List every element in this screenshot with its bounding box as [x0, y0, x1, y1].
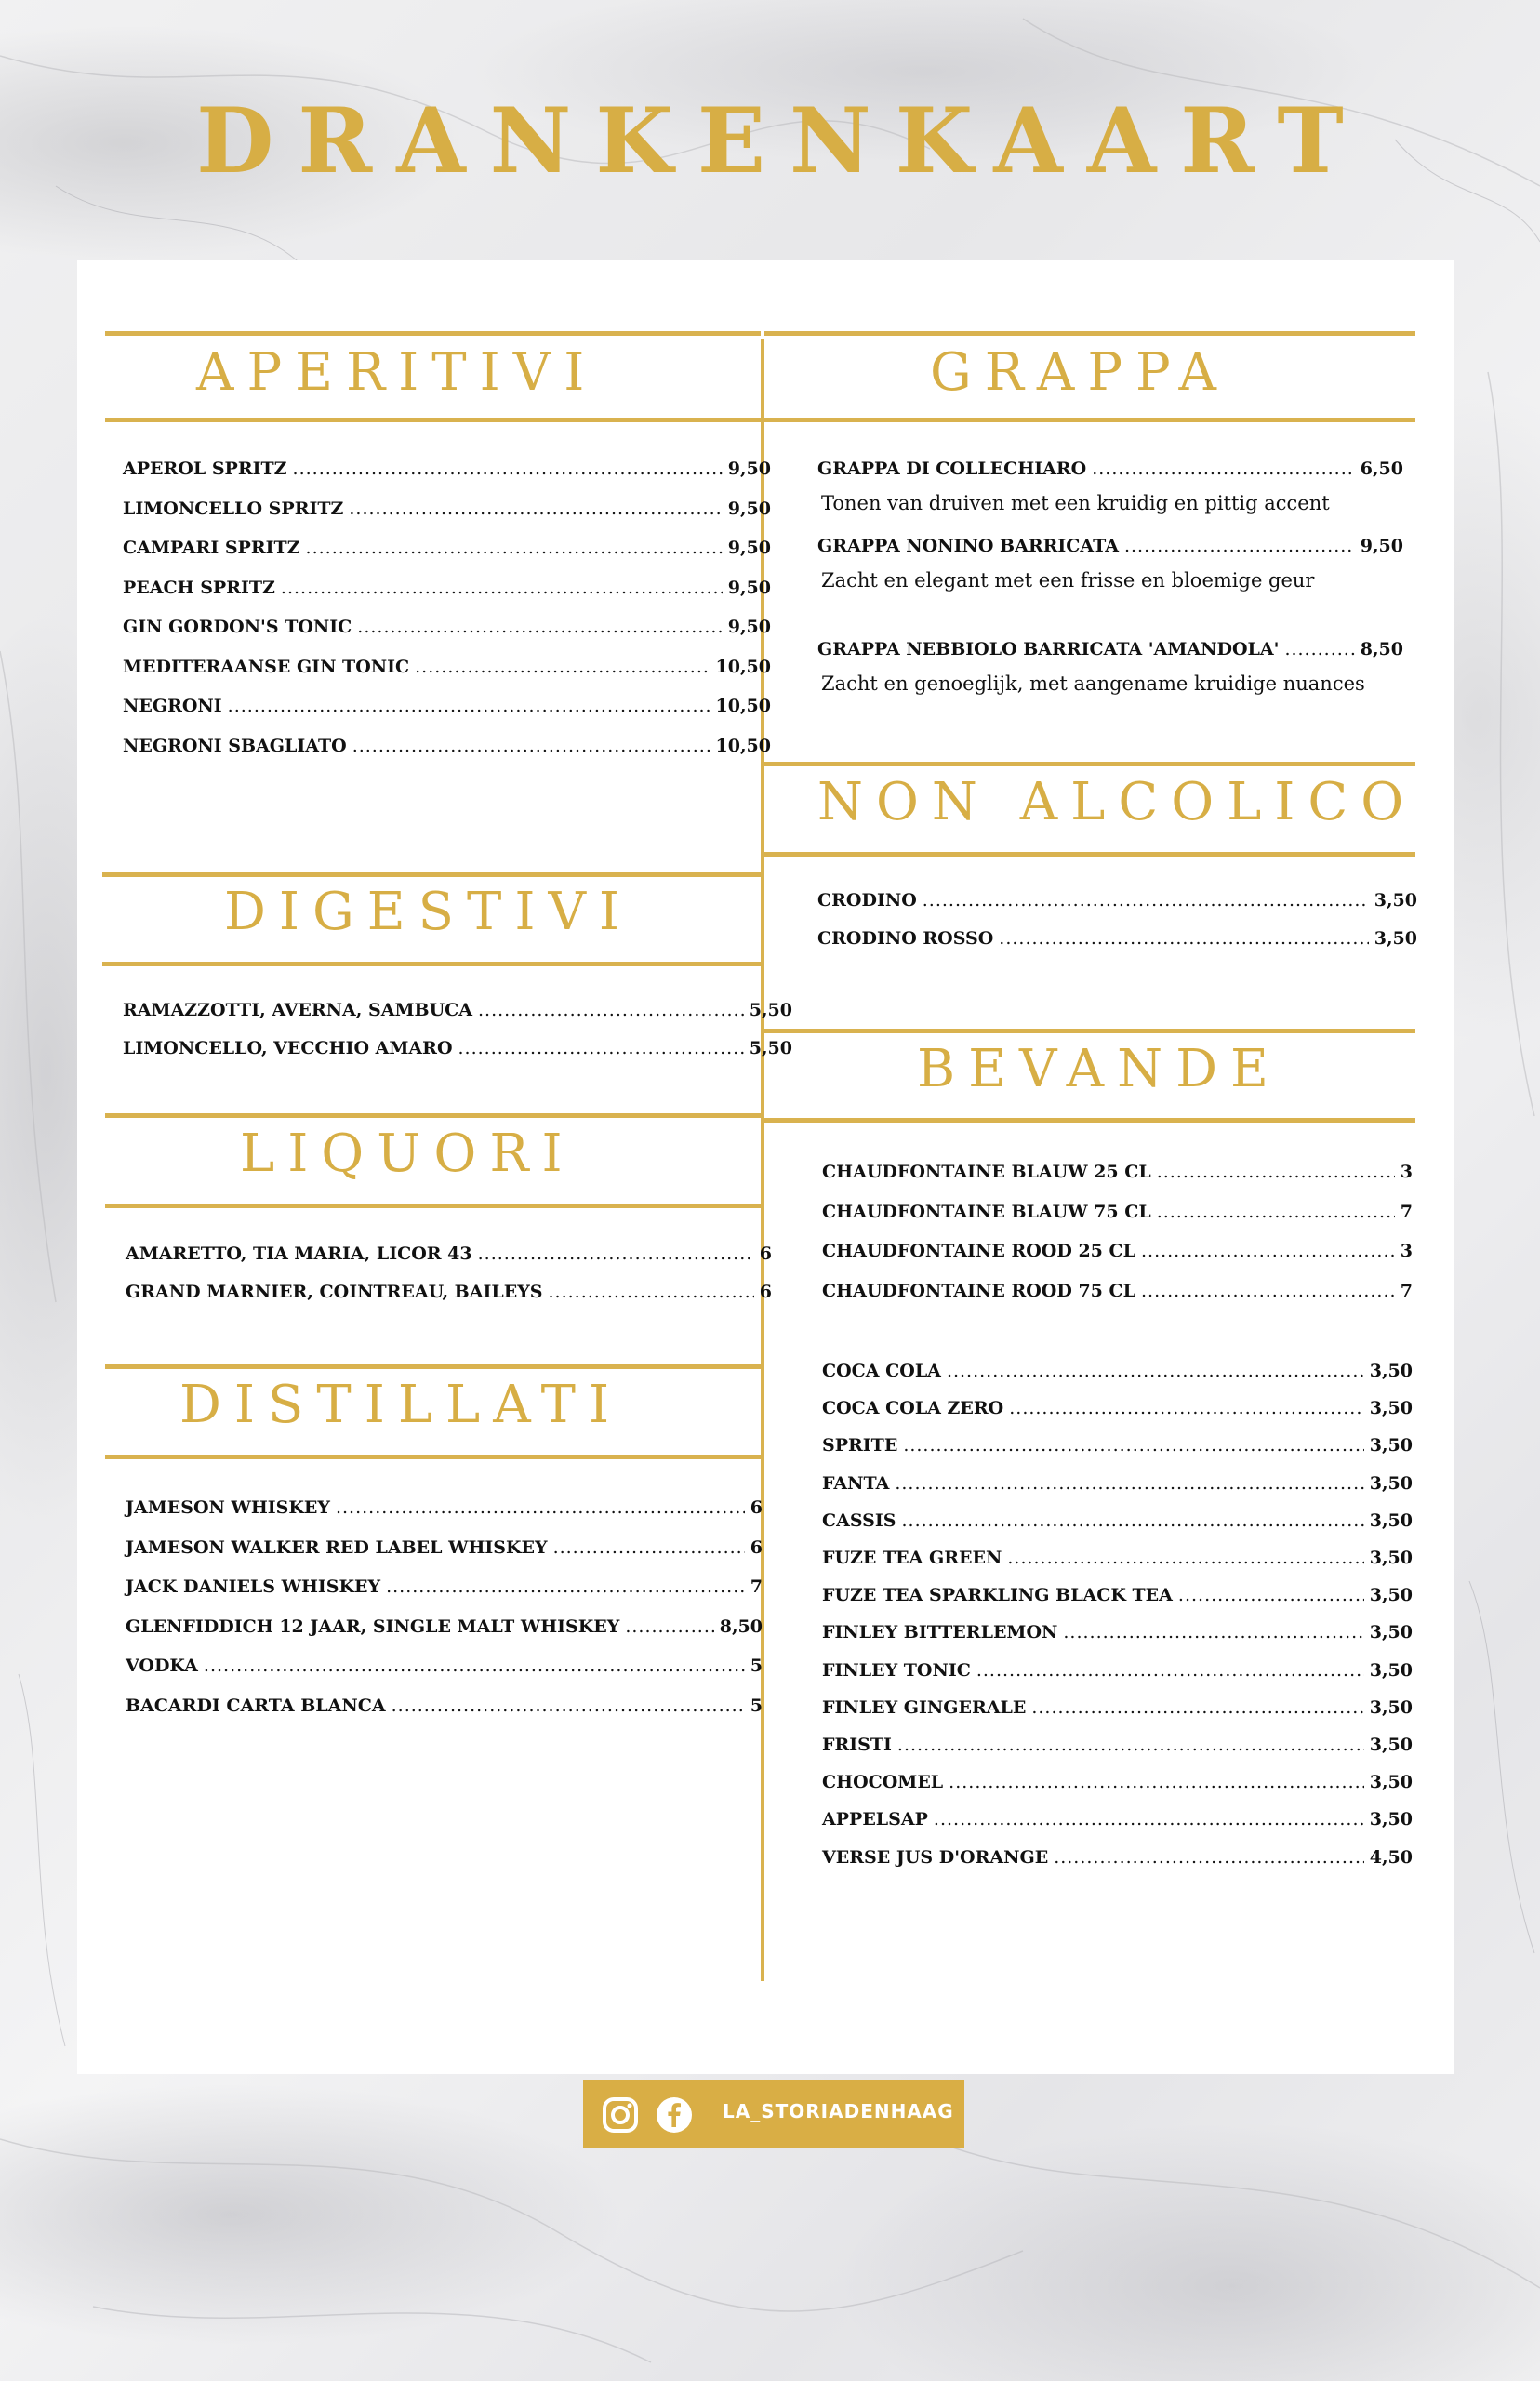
menu-item-name: GLENFIDDICH 12 JAAR, SINGLE MALT WHISKEY	[126, 1616, 620, 1637]
menu-item-name: FINLEY GINGERALE	[822, 1696, 1027, 1718]
menu-item-name: RAMAZZOTTI, AVERNA, SAMBUCA	[123, 1000, 473, 1020]
menu-item	[123, 1000, 792, 1028]
dot-leader	[228, 696, 710, 716]
dot-leader	[1284, 639, 1354, 659]
menu-item	[123, 696, 771, 724]
divider-line	[105, 1364, 761, 1369]
dot-leader	[478, 1000, 744, 1020]
menu-item	[126, 1282, 772, 1310]
menu-card	[77, 260, 1454, 2074]
menu-item-price: 5,50	[749, 1000, 792, 1020]
menu-item	[822, 1548, 1413, 1576]
menu-item-price: 3,50	[1369, 1361, 1413, 1381]
menu-item	[822, 1202, 1413, 1230]
menu-item	[817, 639, 1403, 667]
menu-item-price: 3,50	[1369, 1398, 1413, 1419]
menu-item	[126, 1537, 763, 1565]
menu-item-price: 3,50	[1369, 1659, 1413, 1681]
menu-item-name: VODKA	[126, 1656, 198, 1676]
dot-leader	[357, 617, 722, 637]
menu-item-name: FRISTI	[822, 1735, 892, 1755]
menu-item-price: 3,50	[1369, 1735, 1413, 1755]
menu-item-name: JAMESON WHISKEY	[126, 1497, 330, 1518]
menu-item-name: GRAPPA DI COLLECHIARO	[817, 459, 1087, 479]
menu-item-price: 6,50	[1360, 459, 1403, 479]
dot-leader	[923, 890, 1369, 911]
dot-leader	[478, 1244, 754, 1264]
menu-item-price: 3,50	[1374, 890, 1417, 911]
menu-item	[822, 1398, 1413, 1426]
dot-leader	[1031, 1697, 1363, 1718]
dot-leader	[336, 1497, 745, 1518]
dot-leader	[897, 1735, 1364, 1755]
dot-leader	[293, 459, 723, 479]
menu-item-price: 3,50	[1369, 1772, 1413, 1793]
menu-item-name: LIMONCELLO, VECCHIO AMARO	[123, 1038, 453, 1058]
menu-item-name: LIMONCELLO SPRITZ	[123, 498, 344, 519]
menu-item-description: Zacht en elegant met een frisse en bloemige geur	[821, 569, 1315, 592]
menu-item	[822, 1809, 1413, 1837]
dot-leader	[549, 1282, 754, 1302]
menu-item-price: 5	[750, 1695, 763, 1716]
dot-leader	[1009, 1398, 1363, 1418]
menu-item-name: CHAUDFONTAINE BLAUW 75 CL	[822, 1201, 1151, 1222]
menu-item	[822, 1735, 1413, 1762]
dot-leader	[352, 736, 710, 756]
dot-leader	[1063, 1622, 1363, 1643]
menu-item-name: AMARETTO, TIA MARIA, LICOR 43	[126, 1244, 472, 1264]
menu-item-price: 6	[750, 1497, 763, 1518]
menu-item	[817, 536, 1403, 564]
menu-item-name: FUZE TEA GREEN	[822, 1548, 1002, 1568]
menu-item-price: 7	[1400, 1280, 1413, 1301]
menu-item-price: 5,50	[749, 1038, 792, 1058]
menu-item-name: JACK DANIELS WHISKEY	[126, 1576, 381, 1597]
dot-leader	[1157, 1202, 1395, 1222]
divider-line	[105, 418, 761, 422]
menu-item	[822, 1697, 1413, 1725]
dot-leader	[553, 1537, 745, 1558]
dot-leader	[415, 657, 710, 677]
menu-item-name: FINLEY TONIC	[822, 1659, 971, 1681]
menu-item-price: 9,50	[727, 538, 771, 558]
dot-leader	[902, 1510, 1364, 1531]
menu-item	[822, 1473, 1413, 1501]
menu-item-name: CAMPARI SPRITZ	[123, 538, 300, 558]
menu-item	[123, 578, 771, 605]
divider-line	[764, 418, 1415, 422]
divider-line	[764, 331, 1415, 336]
menu-item	[126, 1244, 772, 1271]
menu-item-price: 8,50	[719, 1616, 763, 1637]
dot-leader	[1124, 536, 1355, 556]
menu-item-price: 3,50	[1369, 1472, 1413, 1494]
dot-leader	[1007, 1548, 1363, 1568]
menu-item-name: CHAUDFONTAINE ROOD 25 CL	[822, 1241, 1135, 1261]
menu-item-price: 10,50	[715, 696, 771, 716]
menu-item-price: 9,50	[727, 617, 771, 637]
menu-item-price: 3,50	[1369, 1696, 1413, 1718]
dot-leader	[903, 1435, 1363, 1456]
menu-item-name: CHAUDFONTAINE BLAUW 25 CL	[822, 1162, 1151, 1182]
menu-item-name: FUZE TEA SPARKLING BLACK TEA	[822, 1585, 1173, 1606]
divider-line	[105, 1455, 761, 1459]
menu-item-description: Zacht en genoeglijk, met aangename kruidige nuances	[821, 672, 1365, 695]
menu-item-name: JAMESON WALKER RED LABEL WHISKEY	[126, 1536, 548, 1558]
menu-item-description: Tonen van druiven met een kruidig en pittig accent	[821, 492, 1330, 514]
menu-item	[822, 1622, 1413, 1650]
menu-item	[123, 459, 771, 486]
menu-item	[817, 928, 1417, 956]
page-title: DRANKENKAART	[196, 88, 1368, 193]
dot-leader	[281, 578, 723, 598]
dot-leader	[386, 1576, 745, 1597]
menu-item-name: CRODINO	[817, 890, 917, 911]
menu-item	[822, 1660, 1413, 1688]
menu-item-name: COCA COLA	[822, 1361, 941, 1381]
dot-leader	[458, 1038, 744, 1058]
menu-item-name: NEGRONI SBAGLIATO	[123, 735, 347, 756]
heading-distillati: DISTILLATI	[179, 1375, 623, 1435]
dot-leader	[1141, 1281, 1395, 1301]
menu-item-price: 3	[1400, 1162, 1413, 1182]
menu-item-name: APEROL SPRITZ	[123, 459, 287, 479]
divider-line	[105, 331, 761, 336]
menu-item	[822, 1435, 1413, 1463]
menu-item-name: VERSE JUS D'ORANGE	[822, 1846, 1049, 1868]
menu-item	[123, 499, 771, 526]
menu-item-price: 3,50	[1369, 1622, 1413, 1643]
menu-item-price: 7	[1400, 1201, 1413, 1222]
menu-item-name: CRODINO ROSSO	[817, 928, 994, 949]
heading-aperitivi: APERITIVI	[196, 342, 598, 403]
menu-item-name: GRAPPA NEBBIOLO BARRICATA 'AMANDOLA'	[817, 639, 1280, 659]
divider-line	[764, 852, 1415, 857]
menu-item-name: FINLEY BITTERLEMON	[822, 1622, 1058, 1643]
divider-line	[764, 1118, 1415, 1123]
menu-item-price: 3,50	[1369, 1435, 1413, 1457]
menu-item	[822, 1281, 1413, 1309]
menu-item	[822, 1510, 1413, 1538]
instagram-icon[interactable]	[602, 2096, 639, 2134]
divider-line	[105, 1204, 761, 1208]
menu-item-price: 9,50	[727, 577, 771, 598]
menu-item-name: CHAUDFONTAINE ROOD 75 CL	[822, 1280, 1135, 1301]
menu-item-name: GRAND MARNIER, COINTREAU, BAILEYS	[126, 1282, 543, 1302]
menu-item	[822, 1241, 1413, 1269]
menu-item	[822, 1585, 1413, 1613]
menu-item-name: PEACH SPRITZ	[123, 577, 275, 598]
menu-item	[123, 1038, 792, 1066]
menu-item-price: 9,50	[727, 459, 771, 479]
divider-line	[105, 1113, 761, 1118]
dot-leader	[349, 499, 722, 519]
dot-leader	[895, 1473, 1363, 1494]
heading-liquori: LIQUORI	[240, 1124, 576, 1184]
menu-item	[123, 538, 771, 565]
dot-leader	[947, 1361, 1364, 1381]
divider-line	[764, 1029, 1415, 1033]
menu-item-name: COCA COLA ZERO	[822, 1398, 1004, 1419]
heading-bevande: BEVANDE	[917, 1039, 1281, 1099]
menu-item-name: BACARDI CARTA BLANCA	[126, 1695, 386, 1716]
dot-leader	[1141, 1241, 1395, 1261]
menu-item-price: 5	[750, 1656, 763, 1676]
menu-item-price: 3	[1400, 1241, 1413, 1261]
facebook-icon[interactable]	[656, 2096, 693, 2134]
menu-item-name: NEGRONI	[123, 696, 222, 716]
menu-item-name: MEDITERAANSE GIN TONIC	[123, 656, 410, 677]
menu-item-price: 9,50	[1360, 536, 1403, 556]
menu-item-price: 10,50	[715, 735, 771, 756]
menu-item-price: 3,50	[1369, 1548, 1413, 1568]
menu-item	[126, 1616, 763, 1644]
menu-item-price: 6	[750, 1536, 763, 1558]
dot-leader	[1157, 1162, 1395, 1182]
menu-item-price: 7	[750, 1576, 763, 1597]
menu-item-price: 3,50	[1369, 1585, 1413, 1606]
dot-leader	[306, 538, 723, 558]
menu-item-name: CHOCOMEL	[822, 1772, 944, 1793]
menu-item	[126, 1696, 763, 1723]
menu-item-price: 6	[759, 1244, 772, 1264]
heading-digestivi: DIGESTIVI	[224, 882, 633, 942]
heading-non-alcolico: NON ALCOLICO	[817, 772, 1417, 832]
menu-item	[126, 1576, 763, 1604]
menu-item	[822, 1162, 1413, 1190]
dot-leader	[625, 1616, 713, 1637]
dot-leader	[204, 1656, 745, 1676]
menu-item-price: 3,50	[1369, 1510, 1413, 1531]
menu-item	[123, 736, 771, 764]
menu-item-name: GIN GORDON'S TONIC	[123, 617, 352, 637]
menu-item	[817, 890, 1417, 918]
divider-line	[102, 872, 761, 877]
menu-item-price: 6	[759, 1282, 772, 1302]
dot-leader	[392, 1696, 745, 1716]
menu-item-price: 3,50	[1374, 928, 1417, 949]
menu-item	[822, 1361, 1413, 1389]
social-handle[interactable]: LA_STORIADENHAAG	[723, 2100, 954, 2122]
menu-item-price: 8,50	[1360, 639, 1403, 659]
menu-item-price: 3,50	[1369, 1809, 1413, 1830]
menu-item	[126, 1656, 763, 1683]
menu-item-name: SPRITE	[822, 1435, 898, 1457]
dot-leader	[1054, 1847, 1364, 1868]
menu-item-price: 4,50	[1369, 1846, 1413, 1868]
dot-leader	[949, 1772, 1364, 1792]
menu-item-name: CASSIS	[822, 1510, 896, 1531]
dot-leader	[1178, 1585, 1364, 1605]
divider-line	[764, 762, 1415, 766]
dot-leader	[1092, 459, 1355, 479]
menu-item	[123, 617, 771, 645]
dot-leader	[934, 1809, 1364, 1829]
divider-line	[102, 962, 761, 966]
menu-item-price: 9,50	[727, 498, 771, 519]
menu-item-name: GRAPPA NONINO BARRICATA	[817, 536, 1119, 556]
dot-leader	[999, 928, 1368, 949]
dot-leader	[976, 1660, 1364, 1681]
menu-item	[123, 657, 771, 685]
menu-item	[817, 459, 1403, 486]
menu-item	[126, 1497, 763, 1525]
menu-item	[822, 1772, 1413, 1800]
social-footer[interactable]	[583, 2080, 964, 2148]
menu-item-name: APPELSAP	[822, 1809, 928, 1830]
heading-grappa: GRAPPA	[930, 342, 1229, 403]
menu-item-price: 10,50	[715, 656, 771, 677]
menu-item	[822, 1847, 1413, 1875]
menu-item-name: FANTA	[822, 1472, 890, 1494]
